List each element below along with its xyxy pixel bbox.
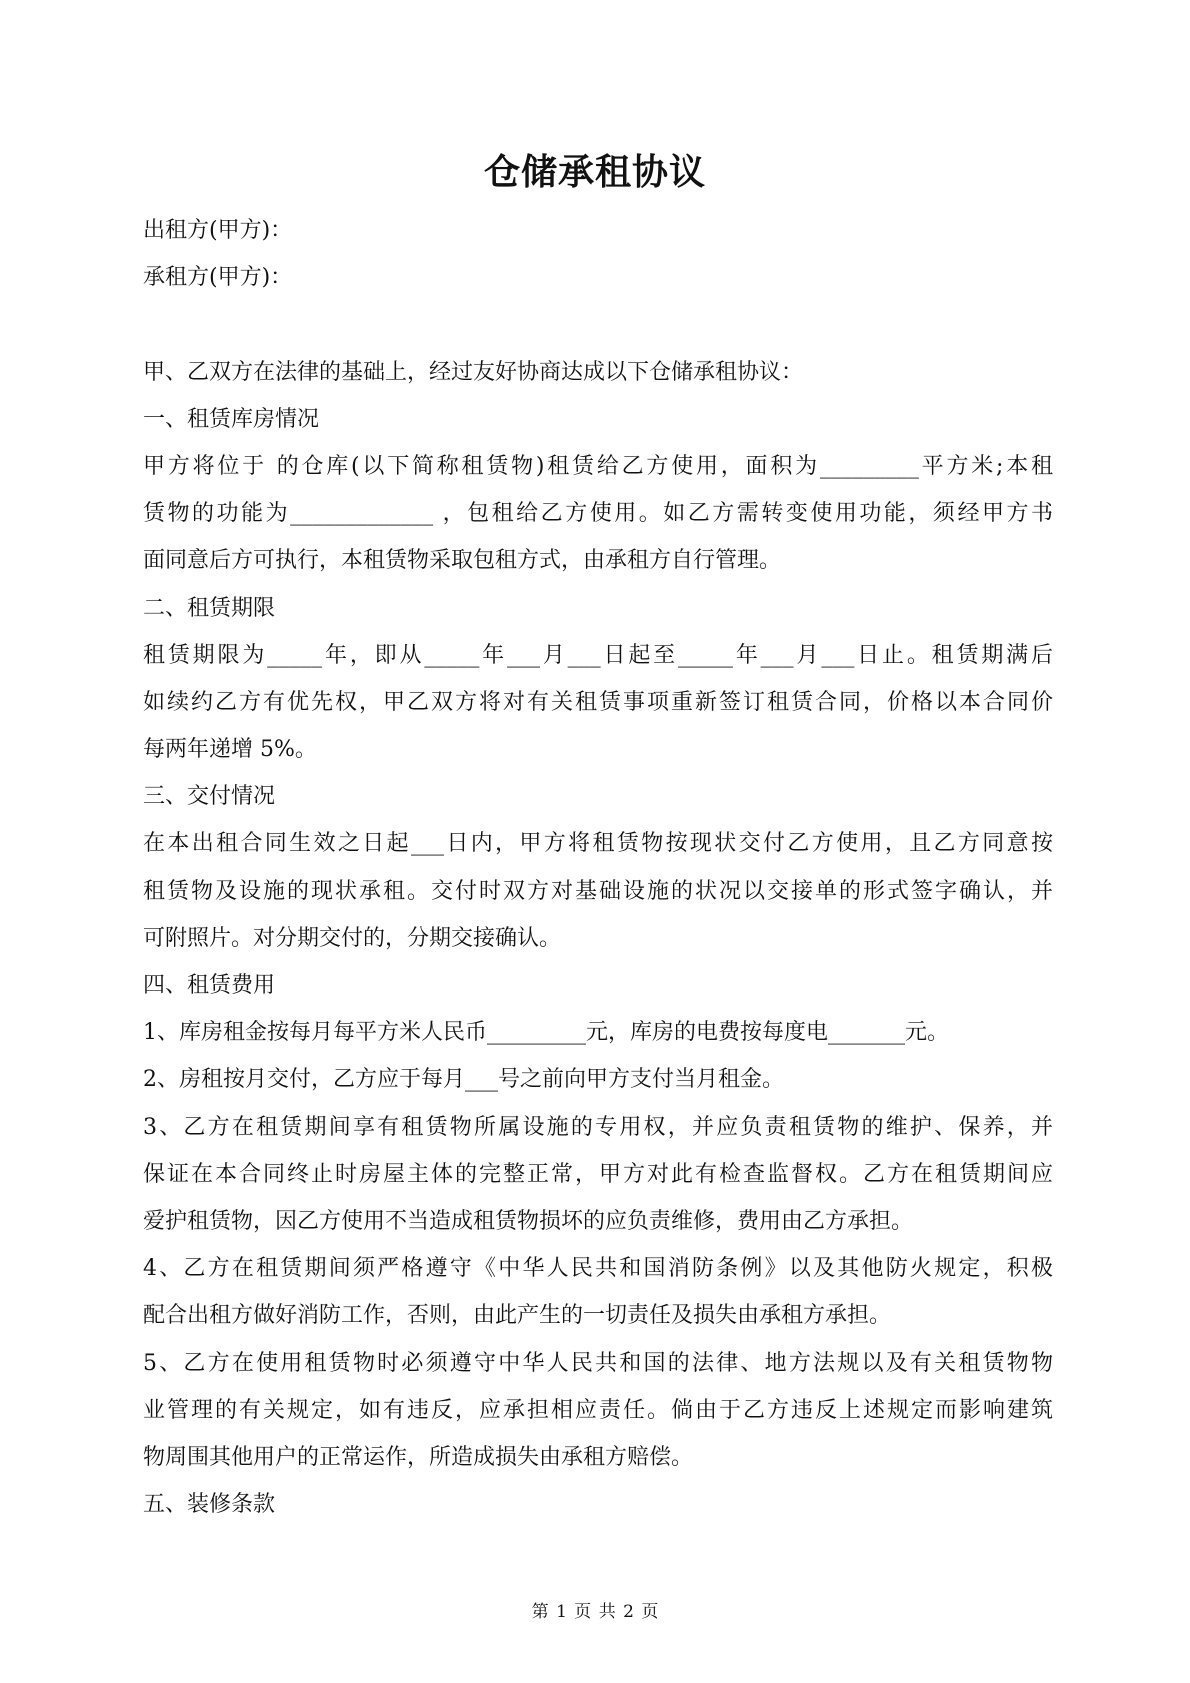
paragraph-line: 租赁物及设施的现状承租。交付时双方对基础设施的状况以交接单的形式签字确认，并 [143, 878, 1053, 904]
clause-line: 物周围其他用户的正常运作，所造成损失由承租方赔偿。 [143, 1444, 694, 1470]
document-body [143, 207, 1053, 1528]
paragraph-line: 面同意后方可执行，本租赁物采取包租方式，由承租方自行管理。 [143, 548, 782, 574]
paragraph-line: 租赁期限为_____年，即从_____年___月___日起至_____年___月___日止。租赁期满后 [143, 642, 1053, 668]
document-title: 仓储承租协议 [483, 151, 706, 193]
paragraph-line: 在本出租合同生效之日起___日内，甲方将租赁物按现状交付乙方使用，且乙方同意按 [143, 831, 1053, 857]
paragraph-line: 如续约乙方有优先权，甲乙双方将对有关租赁事项重新签订租赁合同，价格以本合同价 [143, 689, 1053, 715]
paragraph-line: 甲方将位于 的仓库(以下简称租赁物)租赁给乙方使用，面积为_________平方米;本租 [143, 453, 1053, 479]
page-footer: 第 1 页 共 2 页 [531, 1602, 659, 1622]
lessee-line: 承租方(甲方)： [143, 265, 293, 291]
clause-line: 3、乙方在租赁期间享有租赁物所属设施的专用权，并应负责租赁物的维护、保养，并 [143, 1114, 1053, 1140]
section-heading-1: 一、租赁库房情况 [143, 406, 320, 432]
section-heading-5: 五、装修条款 [143, 1492, 276, 1518]
clause-line: 爱护租赁物，因乙方使用不当造成租赁物损坏的应负责维修，费用由乙方承担。 [143, 1208, 914, 1234]
clause-line: 4、乙方在租赁期间须严格遵守《中华人民共和国消防条例》以及其他防火规定，积极 [143, 1256, 1053, 1282]
section-heading-3: 三、交付情况 [143, 784, 276, 810]
clause-line: 业管理的有关规定，如有违反，应承担相应责任。倘由于乙方违反上述规定而影响建筑 [143, 1397, 1053, 1423]
clause-line: 5、乙方在使用租赁物时必须遵守中华人民共和国的法律、地方法规以及有关租赁物物 [143, 1350, 1053, 1376]
clause-line: 2、房租按月交付，乙方应于每月___号之前向甲方支付当月租金。 [143, 1067, 784, 1093]
paragraph-line: 赁物的功能为_____________ ，包租给乙方使用。如乙方需转变使用功能，须经甲方书 [143, 501, 1053, 527]
clause-line: 保证在本合同终止时房屋主体的完整正常，甲方对此有检查监督权。乙方在租赁期间应 [143, 1161, 1053, 1187]
blank-line [143, 301, 1053, 348]
paragraph-line: 每两年递增 5%。 [143, 737, 317, 763]
section-heading-2: 二、租赁期限 [143, 595, 276, 621]
clause-line: 配合出租方做好消防工作，否则，由此产生的一切责任及损失由承租方承担。 [143, 1303, 892, 1329]
clause-line: 1、库房租金按每月每平方米人民币_________元，库房的电费按每度电_______元。 [143, 1020, 949, 1046]
section-heading-4: 四、租赁费用 [143, 973, 276, 998]
lessor-line: 出租方(甲方)： [143, 218, 293, 243]
paragraph-line: 可附照片。对分期交付的，分期交接确认。 [143, 925, 562, 951]
preamble-line: 甲、乙双方在法律的基础上，经过友好协商达成以下仓储承租协议： [143, 359, 804, 385]
